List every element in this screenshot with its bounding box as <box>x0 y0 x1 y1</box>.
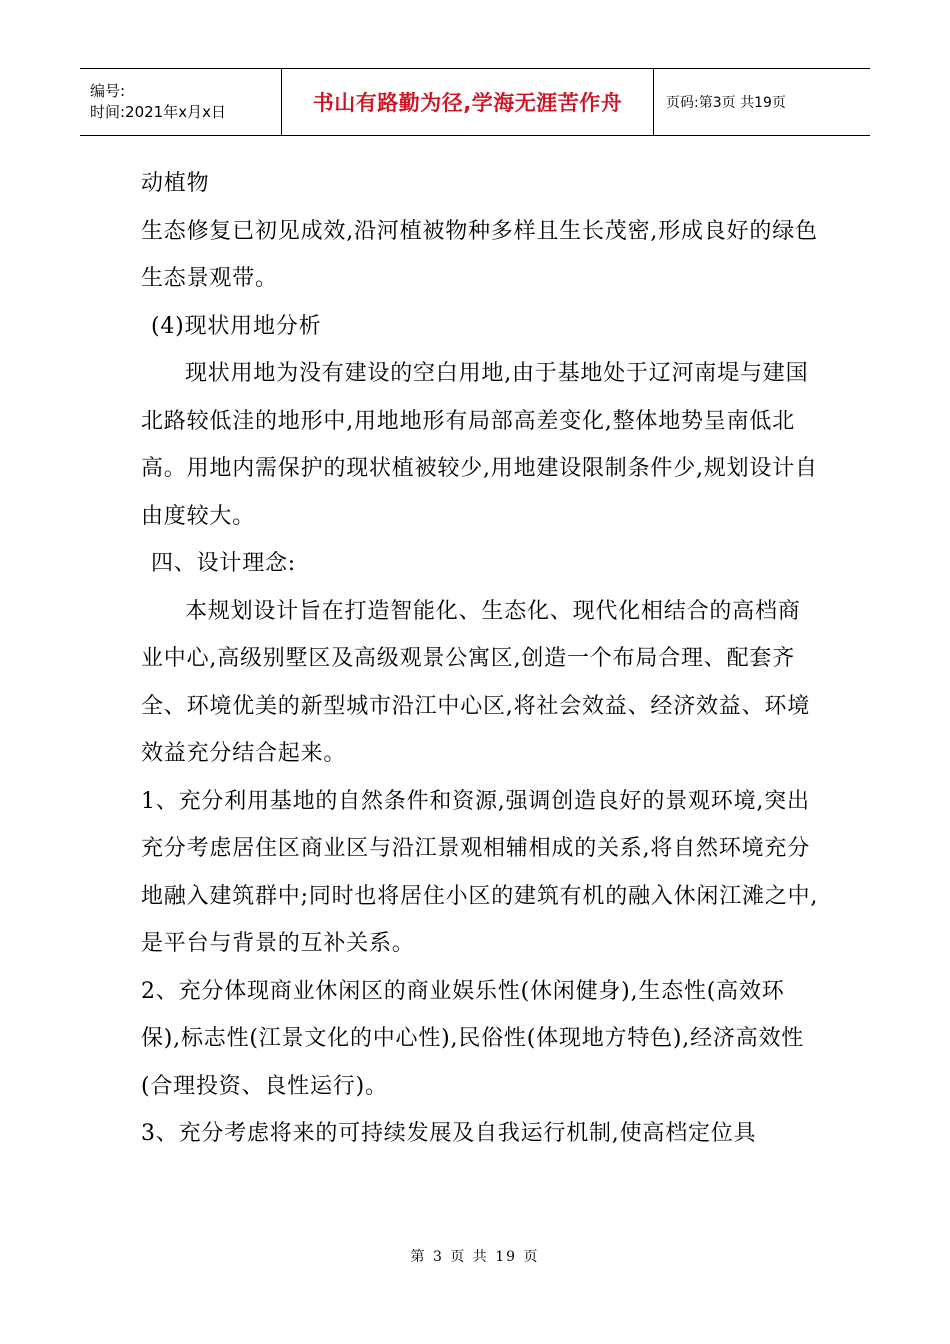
document-body <box>141 160 821 1158</box>
paragraph-heading-fauna-flora: 动植物 <box>141 171 210 196</box>
header-slogan-cell <box>282 69 654 135</box>
header-meta <box>80 69 282 135</box>
section-heading-land-analysis: (4)现状用地分析 <box>151 313 322 339</box>
header-slogan: 书山有路勤为径,学海无涯苦作舟 <box>312 91 623 115</box>
document-time-label: 时间:2021年x月x日 <box>90 103 226 121</box>
paragraph-concept-point-1: 1、充分利用基地的自然条件和资源,强调创造良好的景观环境,突出充分考虑居住区商业区与沿江景观相辅相成的关系,将自然环境充分地融入建筑群中;同时也将居住小区的建筑有机的融入休闲江滩之中,是平台与背景的互补关系。 <box>141 788 819 956</box>
document-number-label: 编号: <box>90 82 126 100</box>
page-header <box>80 68 870 136</box>
header-page-cell <box>654 69 870 135</box>
paragraph-concept-point-2: 2、充分体现商业休闲区的商业娱乐性(休闲健身),生态性(高效环保),标志性(江景文化的中心性),民俗性(体现地方特色),经济高效性(合理投资、良性运行)。 <box>141 978 805 1099</box>
paragraph-ecology: 生态修复已初见成效,沿河植被物种多样且生长茂密,形成良好的绿色生态景观带。 <box>141 218 818 291</box>
page-footer: 第 3 页 共 19 页 <box>410 1249 540 1265</box>
paragraph-design-concept: 本规划设计旨在打造智能化、生态化、现代化相结合的高档商业中心,高级别墅区及高级观景公寓区,创造一个布局合理、配套齐全、环境优美的新型城市沿江中心区,将社会效益、经济效益、环境效益充分结合起来。 <box>141 598 810 766</box>
paragraph-concept-point-3: 3、充分考虑将来的可持续发展及自我运行机制,使高档定位具 <box>141 1121 757 1146</box>
paragraph-land-analysis: 现状用地为没有建设的空白用地,由于基地处于辽河南堤与建国北路较低洼的地形中,用地地形有局部高差变化,整体地势呈南低北高。用地内需保护的现状植被较少,用地建设限制条件少,规划设计自由度较大。 <box>141 361 818 529</box>
header-page-number: 页码:第3页 共19页 <box>666 95 786 111</box>
section-heading-design-concept: 四、设计理念: <box>151 551 297 576</box>
